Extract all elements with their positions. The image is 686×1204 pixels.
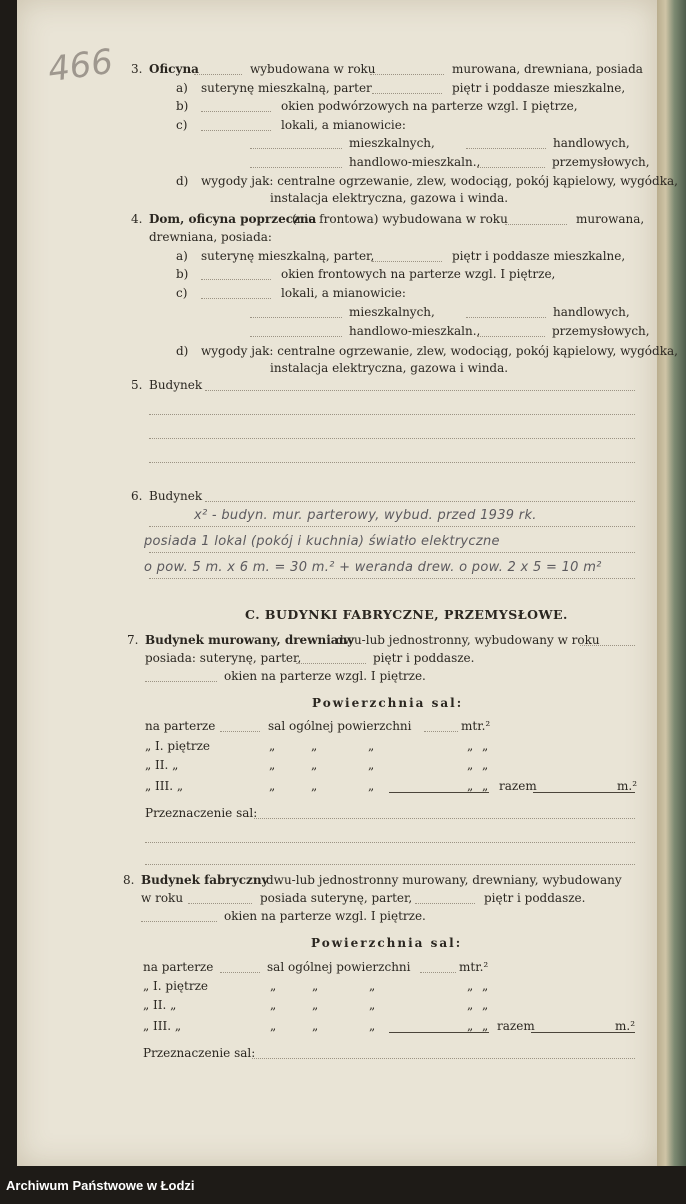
section-c-heading: C. BUDYNKI FABRYCZNE, PRZEMYSŁOWE. (245, 607, 568, 622)
s7-r2-q4: „ (467, 739, 474, 753)
s3-material: murowana, drewniana, posiada (452, 62, 643, 76)
s8-line3: okien na parterze wzgl. I piętrze. (224, 909, 426, 923)
s3-c-label: c) (176, 118, 188, 132)
s3-a-text: suterynę mieszkalną, parter (201, 81, 372, 95)
s3-title: Oficyna (149, 62, 199, 76)
s4-przemyslowych: przemysłowych, (552, 324, 650, 338)
s7-row-parter-text: sal ogólnej powierzchni (268, 719, 412, 733)
s7-m2: m.² (617, 779, 638, 793)
s7-r2-q2: „ (311, 739, 318, 753)
s7-line3: okien na parterze wzgl. I piętrze. (224, 669, 426, 683)
s7-razem: razem (499, 779, 537, 793)
s4-d-text2: instalacja elektryczna, gazowa i winda. (270, 361, 509, 375)
s7-r3-q1: „ (269, 758, 276, 772)
s3-year-fill (370, 74, 444, 75)
s8-przezn-fill (252, 1058, 635, 1059)
s3-h-fill (466, 148, 546, 149)
s3-c-text: lokali, a mianowicie: (281, 118, 406, 132)
s4-a-text2: piętr i poddasze mieszkalne, (452, 249, 626, 263)
s7-sum-line (389, 792, 489, 793)
s4-c-fill (201, 298, 271, 299)
s7-powierzchnia-heading: Powierzchnia sal: (312, 696, 464, 710)
s4-b-label: b) (176, 267, 189, 281)
s8-row-3: „ III. „ (143, 1019, 182, 1033)
s8-razem: razem (497, 1019, 535, 1033)
s7-line2: posiada: suterynę, parter, (145, 651, 302, 665)
s8-r3-q5: „ (482, 998, 489, 1012)
s3-d-text2: instalacja elektryczna, gazowa i winda. (270, 191, 509, 205)
s8-powierzchnia-heading: Powierzchnia sal: (311, 936, 463, 950)
s5-fill-3 (149, 438, 635, 439)
s8-r4-q4: „ (467, 1019, 474, 1033)
s4-p-fill (477, 336, 545, 337)
s8-mtr: mtr.² (459, 960, 489, 974)
s8-r1-fill2 (420, 972, 456, 973)
s7-title: Budynek murowany, drewniany (145, 633, 355, 647)
s3-built: wybudowana w roku (250, 62, 376, 76)
s8-r1-fill (220, 972, 260, 973)
s6-handwriting-2: posiada 1 lokal (pokój i kuchnia) światło elektryczne (144, 534, 500, 549)
s7-przeznaczenie: Przeznaczenie sal: (145, 806, 258, 820)
s4-c-text: lokali, a mianowicie: (281, 286, 406, 300)
s8-year-fill (188, 903, 252, 904)
s7-line2b: piętr i poddasze. (373, 651, 475, 665)
s4-h-fill (466, 317, 546, 318)
s7-r2-q5: „ (482, 739, 489, 753)
s8-r2-q2: „ (312, 979, 319, 993)
s8-row-2: „ II. „ (143, 998, 177, 1012)
s3-fill (194, 74, 242, 75)
s8-row-parter: na parterze (143, 960, 214, 974)
s5-fill-1 (205, 390, 635, 391)
s7-parter-fill (296, 663, 366, 664)
s4-handlowo: handlowo-mieszkaln., (349, 324, 481, 338)
s7-row-2: „ II. „ (145, 758, 179, 772)
s4-line2: drewniana, posiada: (149, 230, 272, 244)
s4-handlowych: handlowych, (553, 305, 630, 319)
s6-handwriting-1: x² - budyn. mur. parterowy, wybud. przed 1939 rk. (194, 508, 537, 523)
s3-a-text2: piętr i poddasze mieszkalne, (452, 81, 626, 95)
s7-r2-q1: „ (269, 739, 276, 753)
s3-number: 3. (131, 62, 143, 76)
s8-line2c: piętr i poddasze. (484, 891, 586, 905)
s7-przezn-fill2 (145, 842, 635, 843)
s8-okien-fill (141, 921, 217, 922)
s4-a-text: suterynę mieszkalną, parter, (201, 249, 375, 263)
s7-row-1: „ I. piętrze (145, 739, 211, 753)
s7-r3-q3: „ (368, 758, 375, 772)
s3-handlowo: handlowo-mieszkaln., (349, 155, 481, 169)
s3-d-text: wygody jak: centralne ogrzewanie, zlew, wodociąg, pokój kąpielowy, wygódka, (201, 174, 678, 188)
s8-sum-line (389, 1032, 489, 1033)
s5-number: 5. (131, 378, 143, 392)
s5-fill-4 (149, 462, 635, 463)
s6-label: Budynek (149, 489, 203, 503)
s8-r3-q4: „ (467, 998, 474, 1012)
s3-m-fill (250, 148, 342, 149)
s7-r4-q5: „ (482, 779, 489, 793)
s6-fill-1 (205, 501, 635, 502)
s7-r4-q2: „ (311, 779, 318, 793)
s6-fill-3 (149, 552, 635, 553)
s4-material: murowana, (576, 212, 645, 226)
s7-r3-q5: „ (482, 758, 489, 772)
s7-r1-fill2 (424, 731, 458, 732)
s3-c-fill (201, 130, 271, 131)
s8-m2: m.² (615, 1019, 636, 1033)
s8-parter-fill (415, 903, 475, 904)
s8-r2-q4: „ (467, 979, 474, 993)
s8-line2: w roku (141, 891, 184, 905)
s7-przezn-fill3 (145, 864, 635, 865)
s8-title: Budynek fabryczny (141, 873, 269, 887)
s8-r2-q3: „ (369, 979, 376, 993)
s4-b-text: okien frontowych na parterze wzgl. I piętrze, (281, 267, 556, 281)
s7-year-fill (580, 645, 635, 646)
s8-r4-q2: „ (312, 1019, 319, 1033)
s4-a-label: a) (176, 249, 188, 263)
s7-r4-q1: „ (269, 779, 276, 793)
s6-handwriting-3: o pow. 5 m. x 6 m. = 30 m.² + weranda drew. o pow. 2 x 5 = 10 m² (144, 560, 602, 575)
s7-row-3: „ III. „ (145, 779, 184, 793)
archive-credit: Archiwum Państwowe w Łodzi (6, 1178, 195, 1193)
s7-okien-fill (145, 681, 217, 682)
s4-d-label: d) (176, 344, 189, 358)
s4-year-fill (505, 224, 567, 225)
s6-number: 6. (131, 489, 143, 503)
s4-mieszkalnych: mieszkalnych, (349, 305, 435, 319)
s8-row-parter-text: sal ogólnej powierzchni (267, 960, 411, 974)
s7-r4-q4: „ (467, 779, 474, 793)
s4-d-text: wygody jak: centralne ogrzewanie, zlew, wodociąg, pokój kąpielowy, wygódka, (201, 344, 678, 358)
s7-r4-q3: „ (368, 779, 375, 793)
s6-fill-2 (149, 526, 635, 527)
s4-hm-fill (250, 336, 342, 337)
s8-r3-q2: „ (312, 998, 319, 1012)
s7-rest: dwu-lub jednostronny, wybudowany w roku (336, 633, 600, 647)
s8-r2-q5: „ (482, 979, 489, 993)
s7-number: 7. (127, 633, 139, 647)
s8-r3-q3: „ (369, 998, 376, 1012)
s4-number: 4. (131, 212, 143, 226)
s4-b-fill (201, 279, 271, 280)
s8-r3-q1: „ (270, 998, 277, 1012)
s4-c-label: c) (176, 286, 188, 300)
s8-rest: dwu-lub jednostronny murowany, drewniany, wybudowany (266, 873, 622, 887)
s3-a-label: a) (176, 81, 188, 95)
s3-b-label: b) (176, 99, 189, 113)
s4-rest: (nie frontowa) wybudowana w roku (292, 212, 508, 226)
s3-przemyslowych: przemysłowych, (552, 155, 650, 169)
s4-m-fill (250, 317, 342, 318)
margin-note: 466 (45, 41, 116, 91)
s8-r4-q3: „ (369, 1019, 376, 1033)
s7-r2-q3: „ (368, 739, 375, 753)
s8-row-1: „ I. piętrze (143, 979, 209, 993)
s8-przeznaczenie: Przeznaczenie sal: (143, 1046, 256, 1060)
s3-mieszkalnych: mieszkalnych, (349, 136, 435, 150)
s8-number: 8. (123, 873, 135, 887)
s7-r3-q2: „ (311, 758, 318, 772)
s3-b-text: okien podwórzowych na parterze wzgl. I piętrze, (281, 99, 578, 113)
s3-p-fill (477, 167, 545, 168)
s8-r4-q1: „ (270, 1019, 277, 1033)
s8-r4-q5: „ (482, 1019, 489, 1033)
s7-r3-q4: „ (467, 758, 474, 772)
s3-handlowych: handlowych, (553, 136, 630, 150)
s8-line2b: posiada suterynę, parter, (260, 891, 413, 905)
s6-fill-4 (149, 578, 635, 579)
s5-label: Budynek (149, 378, 203, 392)
s5-fill-2 (149, 414, 635, 415)
s3-a-fill (372, 93, 442, 94)
s8-r2-q1: „ (270, 979, 277, 993)
s7-row-parter: na parterze (145, 719, 216, 733)
s4-a-fill (372, 261, 442, 262)
s4-title: Dom, oficyna poprzeczna (149, 212, 317, 226)
s7-r1-fill (220, 731, 260, 732)
s3-b-fill (201, 111, 271, 112)
s3-hm-fill (250, 167, 342, 168)
s7-mtr: mtr.² (461, 719, 491, 733)
s3-d-label: d) (176, 174, 189, 188)
s7-przezn-fill (254, 818, 635, 819)
